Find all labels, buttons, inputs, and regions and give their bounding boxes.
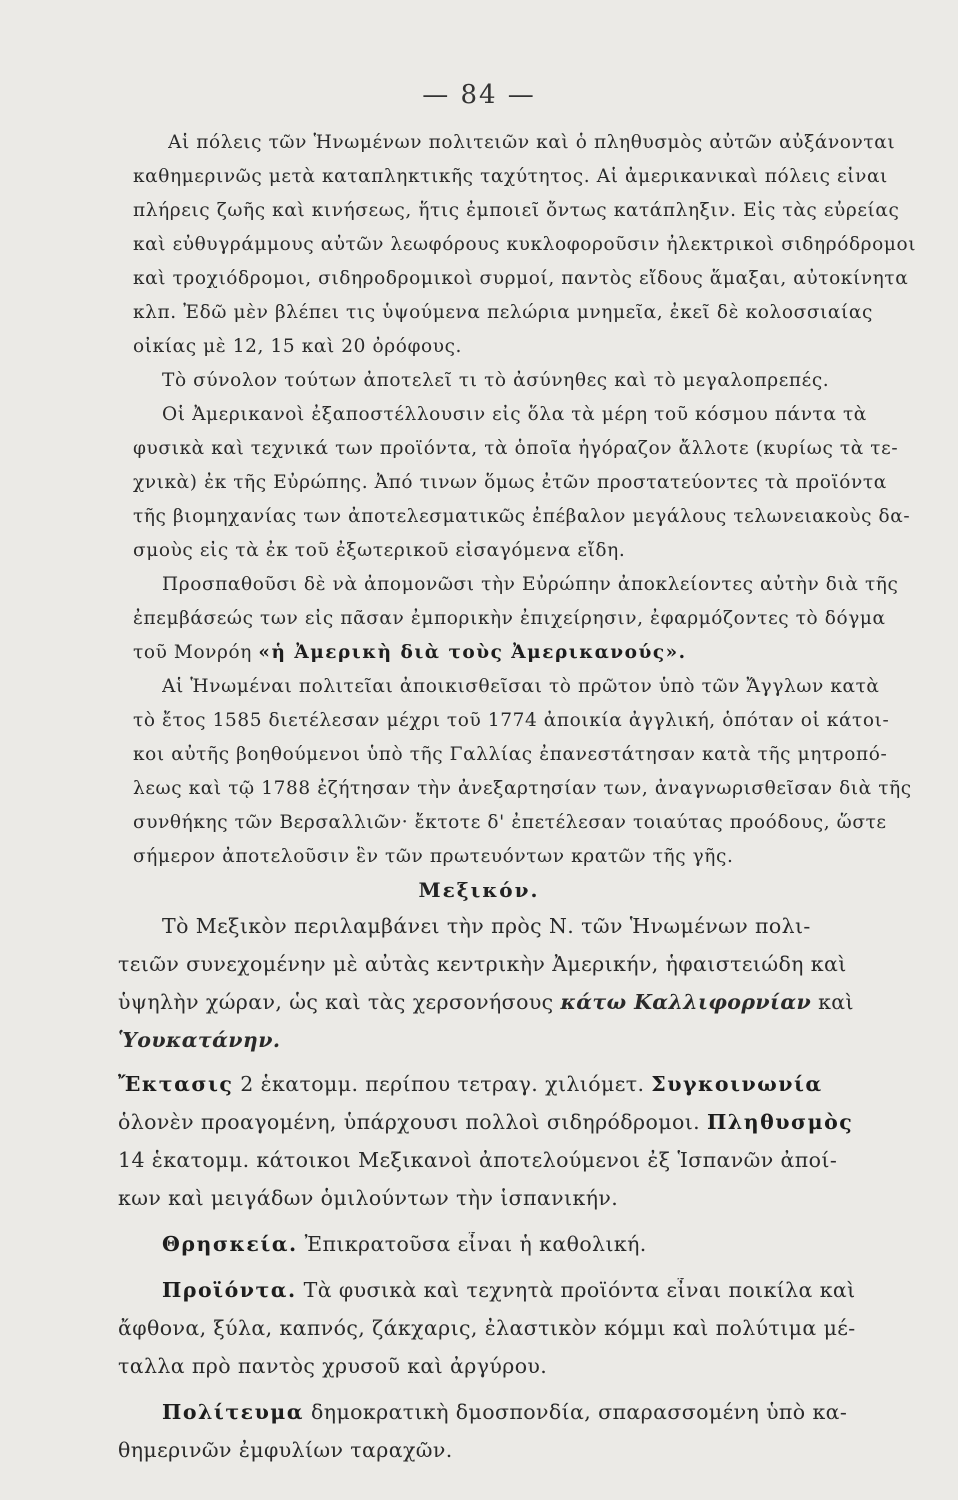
california: κάτω Καλλιφορνίαν bbox=[560, 990, 812, 1014]
comm-label: Συγκοινωνία bbox=[651, 1072, 823, 1096]
text-line: Τὸ σύνολον τούτων ἀποτελεῖ τι τὸ ἀσύνηθες καὶ τὸ μεγαλοπρεπές. bbox=[162, 370, 830, 391]
rel-text: Ἐπικρατοῦσα εἶναι ἡ καθολική. bbox=[304, 1232, 647, 1256]
yucatan: Ὑουκατάνην. bbox=[118, 1028, 281, 1052]
text-line bbox=[118, 990, 928, 1014]
text-line: 14 ἑκατομμ. κάτοικοι Μεξικανοὶ ἀποτελούμενοι ἐξ Ἱσπανῶν ἀποί- bbox=[118, 1148, 838, 1172]
text-line: Αἱ Ἡνωμέναι πολιτεῖαι ἀποικισθεῖσαι τὸ πρῶτον ὑπὸ τῶν Ἄγγλων κατὰ bbox=[162, 676, 880, 697]
text-line: λεως καὶ τῷ 1788 ἐζήτησαν τὴν ἀνεξαρτησίαν των, ἀναγνωρισθεῖσαν διὰ τῆς bbox=[133, 778, 912, 799]
text-line: τειῶν συνεχομένην μὲ αὐτὰς κεντρικὴν Ἀμερικήν, ἡφαιστειώδη καὶ bbox=[118, 952, 847, 976]
text-line: κοι αὐτῆς βοηθούμενοι ὑπὸ τῆς Γαλλίας ἐπανεστάτησαν κατὰ τῆς μητροπό- bbox=[133, 744, 888, 765]
products-line bbox=[162, 1278, 928, 1302]
text-line: καθημερινῶς μετὰ καταπληκτικῆς ταχύτητος. Αἱ ἀμερικανικαὶ πόλεις εἶναι bbox=[133, 166, 888, 187]
text-line: Οἱ Ἀμερικανοὶ ἐξαποστέλλουσιν εἰς ὅλα τὰ μέρη τοῦ κόσμου πάντα τὰ bbox=[162, 404, 867, 425]
text-line: ἐπεμβάσεώς των εἰς πᾶσαν ἐμπορικὴν ἐπιχείρησιν, ἐφαρμόζοντες τὸ δόγμα bbox=[133, 608, 886, 629]
text-line: Αἱ πόλεις τῶν Ἡνωμένων πολιτειῶν καὶ ὁ πληθυσμὸς αὐτῶν αὐξάνονται bbox=[168, 132, 896, 153]
area-text: 2 ἑκατομμ. περίπου τετραγ. χιλιόμετ. bbox=[240, 1072, 645, 1096]
text-line: Προσπαθοῦσι δὲ νὰ ἀπομονῶσι τὴν Εὐρώπην ἀποκλείοντες αὐτὴν διὰ τῆς bbox=[162, 574, 899, 595]
text-line-start: τοῦ Μονρόη bbox=[133, 642, 259, 663]
text-line: τῆς βιομηχανίας των ἀποτελεσματικῶς ἐπέβαλον μεγάλους τελωνειακοὺς δα- bbox=[133, 506, 911, 527]
text-line: θημερινῶν ἐμφυλίων ταραχῶν. bbox=[118, 1438, 453, 1462]
text-line: κλπ. Ἐδῶ μὲν βλέπει τις ὑψούμενα πελώρια μνημεῖα, ἐκεῖ δὲ κολοσσιαίας bbox=[133, 302, 873, 323]
text-line bbox=[118, 1110, 928, 1134]
religion-line bbox=[162, 1232, 928, 1256]
pol-label: Πολίτευμα bbox=[162, 1400, 305, 1424]
text-line: πλήρεις ζωῆς καὶ κινήσεως, ἥτις ἐμποιεῖ ὄντως κατάπληξιν. Εἰς τὰς εὐρείας bbox=[133, 200, 900, 221]
polity-line bbox=[162, 1400, 928, 1424]
text-line: ἄφθονα, ξύλα, καπνός, ζάκχαρις, ἐλαστικὸν κόμμι καὶ πολύτιμα μέ- bbox=[118, 1316, 856, 1340]
text-line: σήμερον ἀποτελοῦσιν ἓν τῶν πρωτευόντων κρατῶν τῆς γῆς. bbox=[133, 846, 733, 867]
intro-and: καὶ bbox=[818, 990, 854, 1014]
monroe-quote: «ἡ Ἀμερικὴ διὰ τοὺς Ἀμερικανούς». bbox=[258, 642, 687, 663]
page-number: — 84 — bbox=[422, 80, 536, 110]
comm-text: ὁλονὲν προαγομένη, ὑπάρχουσι πολλοὶ σιδηρόδρομοι. bbox=[118, 1110, 701, 1134]
text-line: φυσικὰ καὶ τεχνικά των προϊόντα, τὰ ὁποῖα ἠγόραζον ἄλλοτε (κυρίως τὰ τε- bbox=[133, 438, 899, 459]
text-line: κων καὶ μειγάδων ὁμιλούντων τὴν ἱσπανικήν. bbox=[118, 1186, 619, 1210]
text-line: σμοὺς εἰς τὰ ἐκ τοῦ ἐξωτερικοῦ εἰσαγόμενα εἴδη. bbox=[133, 540, 626, 561]
rel-label: Θρησκεία. bbox=[162, 1232, 298, 1256]
intro-part: ὑψηλὴν χώραν, ὡς καὶ τὰς χερσονήσους bbox=[118, 990, 554, 1014]
area-label: Ἔκτασις bbox=[118, 1072, 234, 1096]
text-line: οἰκίας μὲ 12, 15 καὶ 20 ὀρόφους. bbox=[133, 336, 463, 357]
text-line bbox=[133, 642, 928, 663]
text-line: καὶ εὐθυγράμμους αὐτῶν λεωφόρους κυκλοφοροῦσιν ἠλεκτρικοὶ σιδηρόδρομοι bbox=[133, 234, 917, 255]
text-line: καὶ τροχιόδρομοι, σιδηροδρομικοὶ συρμοί, παντὸς εἴδους ἅμαξαι, αὐτοκίνητα bbox=[133, 268, 909, 289]
prod-label: Προϊόντα. bbox=[162, 1278, 297, 1302]
pol-text: δημοκρατικὴ δμοσπονδία, σπαρασσομένη ὑπὸ κα- bbox=[311, 1400, 848, 1424]
section-heading: Μεξικόν. bbox=[418, 878, 540, 902]
pop-label: Πληθυσμὸς bbox=[706, 1110, 854, 1134]
text-line: χνικὰ) ἐκ τῆς Εὐρώπης. Ἀπό τινων ὅμως ἐτῶν προστατεύοντες τὰ προϊόντα bbox=[133, 472, 887, 493]
area-line bbox=[118, 1072, 928, 1096]
text-line: συνθήκης τῶν Βερσαλλιῶν· ἔκτοτε δ' ἐπετέλεσαν τοιαύτας προόδους, ὥστε bbox=[133, 812, 887, 833]
text-line: τὸ ἔτος 1585 διετέλεσαν μέχρι τοῦ 1774 ἀποικία ἀγγλική, ὁπόταν οἱ κάτοι- bbox=[133, 710, 890, 731]
text-line: Τὸ Μεξικὸν περιλαμβάνει τὴν πρὸς Ν. τῶν Ἡνωμένων πολι- bbox=[162, 914, 811, 938]
prod-text: Τὰ φυσικὰ καὶ τεχνητὰ προϊόντα εἶναι ποικίλα καὶ bbox=[303, 1278, 856, 1302]
text-line: ταλλα πρὸ παντὸς χρυσοῦ καὶ ἀργύρου. bbox=[118, 1354, 548, 1378]
